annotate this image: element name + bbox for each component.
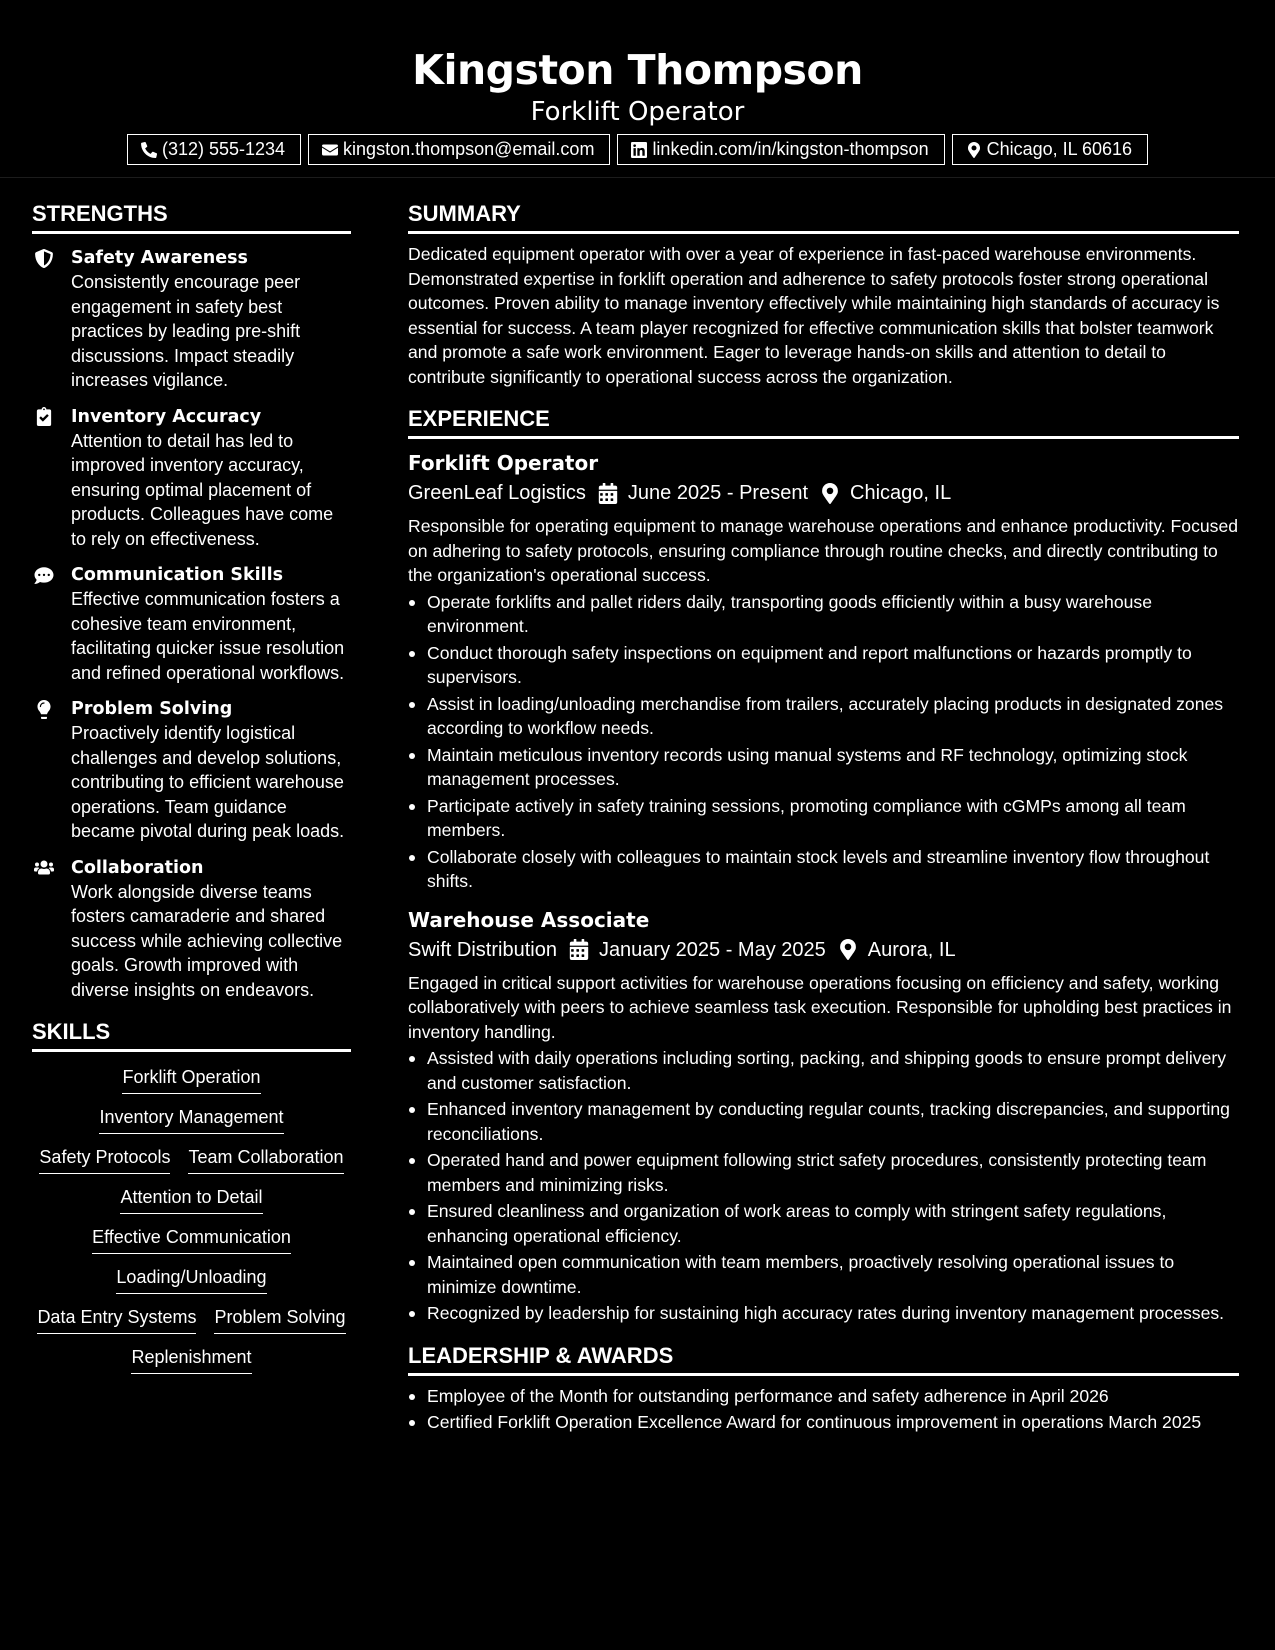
job-bullet: Maintained open communication with team members, proactively resolving operational issues to minimize downtime. xyxy=(408,1250,1239,1299)
summary-text: Dedicated equipment operator with over a year of experience in fast-paced warehouse environments. Demonstrated expertise in forklift operation and adherence to safety protocols foster strong operational outcomes. Proven ability to manage inventory effectively while maintaining high standards of accuracy is essential for success. A team player recognized for effective communication skills that bolster teamwork and promote a safe work environment. Eager to leverage hands-on skills and attention to detail to contribute significantly to operational success across the organization. xyxy=(408,244,1220,387)
job-bullets xyxy=(408,1046,1239,1326)
job-meta xyxy=(408,480,1239,506)
job-title: Forklift Operator xyxy=(408,451,599,475)
strength-text: Work alongside diverse teams fosters camaraderie and shared success while achieving collective goals. Growth improved with diverse insights on endeavors. xyxy=(71,881,343,1000)
strengths-title: STRENGTHS xyxy=(32,200,351,234)
strength-text: Attention to detail has led to improved inventory accuracy, ensuring optimal placement of products. Colleagues have come to rely on effectiveness. xyxy=(71,430,334,549)
skill-tag: Attention to Detail xyxy=(120,1185,262,1214)
skills-title: SKILLS xyxy=(32,1018,351,1052)
job-bullet: Enhanced inventory management by conducting regular counts, tracking discrepancies, and supporting reconciliations. xyxy=(408,1097,1239,1146)
candidate-title: Forklift Operator xyxy=(530,97,745,127)
job-company: GreenLeaf Logistics xyxy=(408,482,586,504)
clipboard-check-icon xyxy=(33,407,54,427)
candidate-name: Kingston Thompson xyxy=(412,46,863,94)
job-bullet: Assisted with daily operations including sorting, packing, and shipping goods to ensure prompt delivery and customer satisfaction. xyxy=(408,1046,1239,1095)
strength-text: Effective communication fosters a cohesive team environment, facilitating quicker issue resolution and refined operational workflows. xyxy=(71,589,345,683)
strength-item xyxy=(32,405,351,552)
job-entry xyxy=(408,907,1239,1326)
shield-icon xyxy=(33,248,54,268)
job-meta xyxy=(408,937,1239,963)
skill-tag: Inventory Management xyxy=(99,1105,283,1134)
right-column xyxy=(408,200,1239,1437)
job-company: Swift Distribution xyxy=(408,938,557,961)
map-pin-icon xyxy=(820,483,840,504)
contact-email-text: kingston.thompson@email.com xyxy=(343,139,595,159)
job-dates: January 2025 - May 2025 xyxy=(598,938,826,961)
job-bullet: Recognized by leadership for sustaining high accuracy rates during inventory management processes. xyxy=(408,1301,1239,1326)
contact-linkedin-text: linkedin.com/in/kingston-thompson xyxy=(652,139,929,159)
job-description: Responsible for operating equipment to manage warehouse operations and enhance productivity. Focused on adhering to safety protocols, ensuring compliance through routine checks, and directly contributing to the organization's operational success. xyxy=(408,516,1239,585)
skill-tag: Data Entry Systems xyxy=(37,1305,196,1334)
job-title: Warehouse Associate xyxy=(408,907,650,932)
linkedin-icon xyxy=(631,142,647,158)
strength-title: Inventory Accuracy xyxy=(71,406,262,427)
job-bullet: Operated hand and power equipment following strict safety procedures, consistently protecting team members and minimizing risks. xyxy=(408,1148,1239,1197)
skill-tag: Forklift Operation xyxy=(122,1065,260,1094)
lightbulb-icon xyxy=(33,699,54,719)
job-bullet: Conduct thorough safety inspections on equipment and report malfunctions or hazards promptly to supervisors. xyxy=(408,641,1239,690)
experience-title: EXPERIENCE xyxy=(408,405,1239,439)
skill-tag: Problem Solving xyxy=(214,1305,345,1334)
strength-item xyxy=(32,563,351,685)
skill-tag: Loading/Unloading xyxy=(116,1265,266,1294)
strength-item xyxy=(32,856,351,1003)
strengths-list xyxy=(32,246,351,1002)
job-bullet: Participate actively in safety training sessions, promoting compliance with cGMPs among all team members. xyxy=(408,794,1239,843)
summary-title: SUMMARY xyxy=(408,200,1239,234)
contact-location[interactable] xyxy=(952,134,1148,165)
skill-tag: Team Collaboration xyxy=(188,1145,343,1174)
strength-text: Proactively identify logistical challenges and develop solutions, contributing to efficient warehouse operations. Team guidance became pivotal during peak loads. xyxy=(71,723,345,841)
skill-tag: Replenishment xyxy=(131,1345,251,1374)
skill-tag: Effective Communication xyxy=(92,1225,291,1254)
strength-title: Collaboration xyxy=(71,857,204,878)
strength-text: Consistently encourage peer engagement in safety best practices by leading pre-shift discussions. Impact steadily increases vigilance. xyxy=(71,272,301,390)
strength-title: Communication Skills xyxy=(71,565,284,585)
job-location: Chicago, IL xyxy=(850,482,952,504)
phone-icon xyxy=(141,142,157,158)
calendar-icon xyxy=(598,483,618,504)
job-description: Engaged in critical support activities for warehouse operations focusing on efficiency and safety, working collaboratively with peers to achieve seamless task execution. Responsible for upholding best practices in inventory handling. xyxy=(408,972,1232,1042)
strength-title: Problem Solving xyxy=(71,699,233,719)
skills-list xyxy=(32,1065,351,1374)
job-bullet: Collaborate closely with colleagues to maintain stock levels and streamline inventory flow throughout shifts. xyxy=(408,845,1239,894)
contact-phone[interactable] xyxy=(127,134,301,165)
job-bullets xyxy=(408,590,1239,894)
contact-phone-text: (312) 555-1234 xyxy=(161,139,286,159)
chat-icon xyxy=(33,565,54,585)
contact-linkedin[interactable] xyxy=(617,134,944,165)
contact-location-text: Chicago, IL 60616 xyxy=(986,139,1133,159)
job-entry xyxy=(408,450,1239,894)
left-column xyxy=(32,200,351,1374)
contact-bar xyxy=(0,134,1275,165)
map-pin-icon xyxy=(966,142,982,158)
resume-header xyxy=(0,0,1275,178)
skill-tag: Safety Protocols xyxy=(39,1145,170,1174)
job-bullet: Assist in loading/unloading merchandise from trailers, accurately placing products in designated zones according to workflow needs. xyxy=(408,692,1239,741)
job-bullet: Ensured cleanliness and organization of work areas to comply with stringent safety regulations, enhancing operational efficiency. xyxy=(408,1199,1239,1248)
envelope-icon xyxy=(322,142,338,158)
strength-title: Safety Awareness xyxy=(71,248,248,268)
awards-title: LEADERSHIP & AWARDS xyxy=(408,1342,1239,1376)
contact-email[interactable] xyxy=(308,134,610,165)
strength-item xyxy=(32,697,351,844)
award-item: Employee of the Month for outstanding performance and safety adherence in April 2026 xyxy=(408,1384,1239,1409)
job-bullet: Maintain meticulous inventory records using manual systems and RF technology, optimizing stock management processes. xyxy=(408,743,1239,792)
awards-list xyxy=(408,1384,1239,1435)
strength-item xyxy=(32,246,351,393)
map-pin-icon xyxy=(838,939,858,960)
calendar-icon xyxy=(569,939,589,960)
award-item: Certified Forklift Operation Excellence Award for continuous improvement in operations March 2025 xyxy=(408,1410,1239,1435)
job-dates: June 2025 - Present xyxy=(627,482,809,504)
job-bullet: Operate forklifts and pallet riders daily, transporting goods efficiently within a busy warehouse environment. xyxy=(408,590,1239,639)
job-location: Aurora, IL xyxy=(867,938,956,961)
users-icon xyxy=(33,858,54,878)
